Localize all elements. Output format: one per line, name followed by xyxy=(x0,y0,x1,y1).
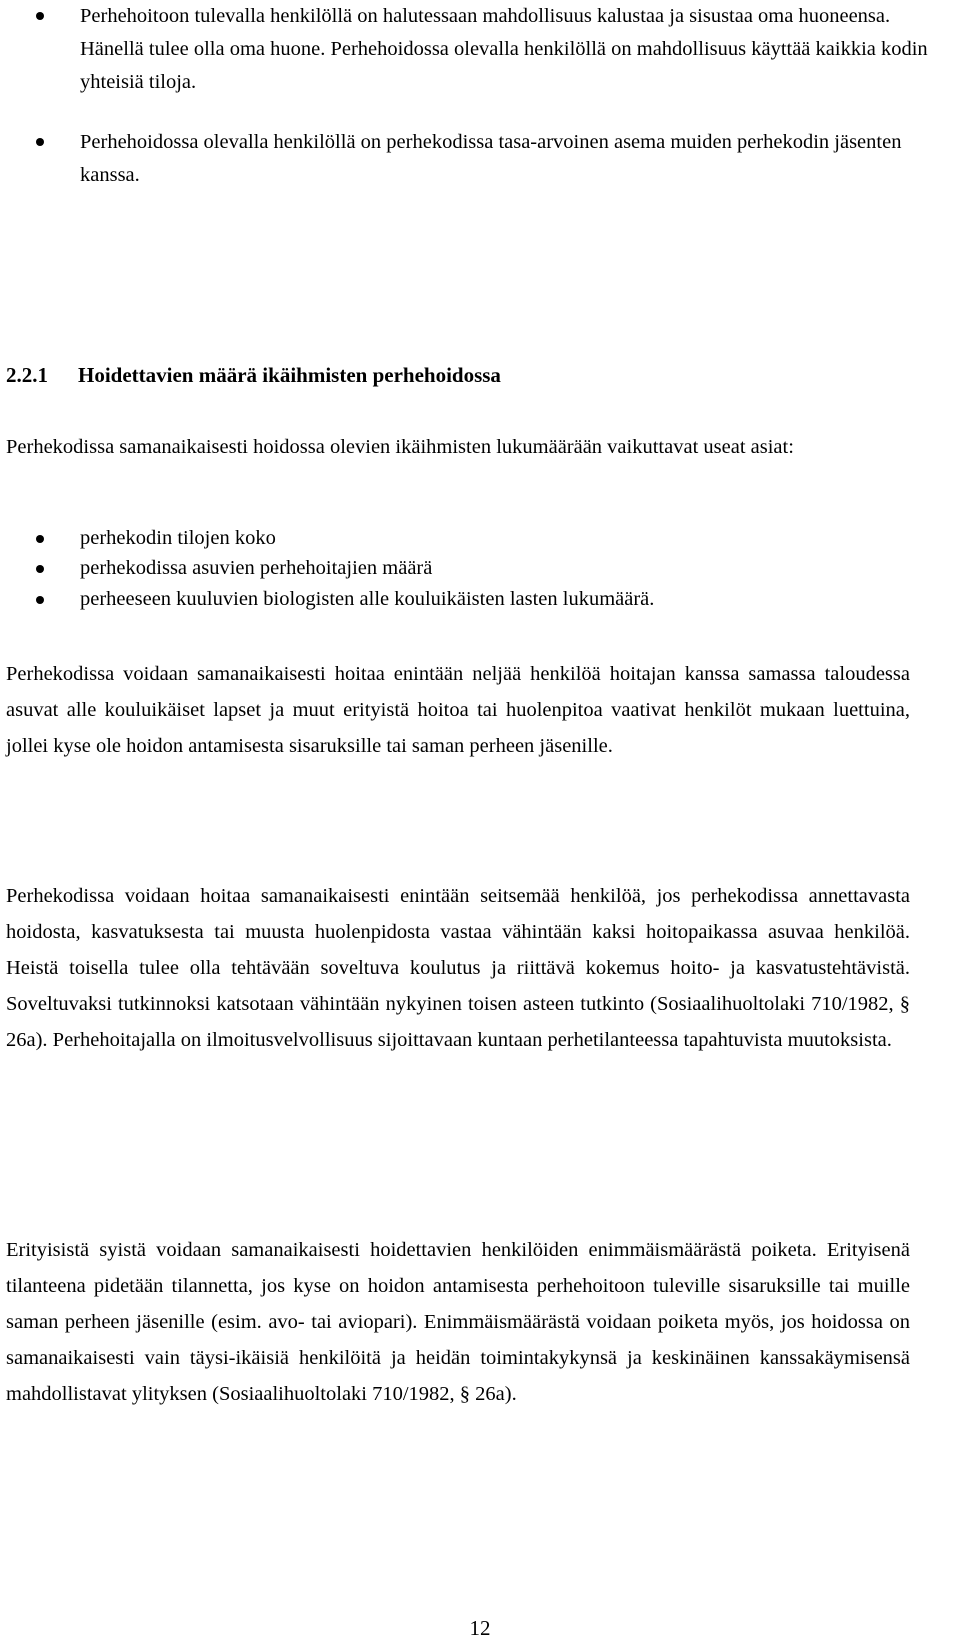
section-title: Hoidettavien määrä ikäihmisten perhehoidossa xyxy=(78,363,501,387)
page-number: 12 xyxy=(469,1616,491,1640)
list-item: perheeseen kuuluvien biologisten alle kouluikäisten lasten lukumäärä. xyxy=(80,588,655,610)
intro-paragraph: Perhekodissa samanaikaisesti hoidossa olevien ikäihmisten lukumäärään vaikuttavat useat asiat: xyxy=(6,436,794,458)
bullet-icon xyxy=(36,565,44,573)
section-heading xyxy=(6,363,501,388)
bullet-icon xyxy=(36,535,44,543)
bullet-icon xyxy=(36,138,44,146)
section-number: 2.2.1 xyxy=(6,363,48,387)
bullet-icon xyxy=(36,12,44,20)
body-paragraph: Perhekodissa voidaan hoitaa samanaikaisesti enintään seitsemää henkilöä, jos perhekodissa annettavasta hoidosta, kasvatuksesta tai muusta huolenpidosta vastaa vähintään kaksi hoitopaikassa asuvaa henkilöä. Heistä toisella tulee olla tehtävään soveltuva koulutus ja riittävä kokemus hoito- ja kasvatustehtävistä. Soveltuvaksi tutkinnoksi katsotaan vähintään nykyinen toisen asteen tutkinto (Sosiaalihuoltolaki 710/1982, § 26a). Perhehoitajalla on ilmoitusvelvollisuus sijoittavaan kuntaan perhetilanteessa tapahtuvista muutoksista. xyxy=(6,885,910,1051)
list-item: Perhehoitoon tulevalla henkilöllä on halutessaan mahdollisuus kalustaa ja sisustaa oma huoneensa. Hänellä tulee olla oma huone. Perhehoidossa olevalla henkilöllä on mahdollisuus käyttää kaikkia kodin yhteisiä tiloja. xyxy=(80,5,928,93)
bullet-icon xyxy=(36,596,44,604)
list-item: Perhehoidossa olevalla henkilöllä on perhekodissa tasa-arvoinen asema muiden perhekodin jäsenten kanssa. xyxy=(80,131,902,186)
list-item: perhekodissa asuvien perhehoitajien määrä xyxy=(80,557,433,579)
list-item: perhekodin tilojen koko xyxy=(80,527,276,549)
body-paragraph: Erityisistä syistä voidaan samanaikaisesti hoidettavien henkilöiden enimmäismäärästä poiketa. Erityisenä tilanteena pidetään tilannetta, jos kyse on hoidon antamisesta perhehoitoon tuleville sisaruksille tai muille saman perheen jäsenille (esim. avo- tai aviopari). Enimmäismäärästä voidaan poiketa myös, jos hoidossa on samanaikaisesti vain täysi-ikäisiä henkilöitä ja heidän toimintakykynsä ja keskinäinen kanssakäymisensä mahdollistavat ylityksen (Sosiaalihuoltolaki 710/1982, § 26a). xyxy=(6,1239,910,1405)
body-paragraph: Perhekodissa voidaan samanaikaisesti hoitaa enintään neljää henkilöä hoitajan kanssa samassa taloudessa asuvat alle kouluikäiset lapset ja muut erityistä hoitoa tai huolenpitoa vaativat henkilöt mukaan luettuina, jollei kyse ole hoidon antamisesta sisaruksille tai saman perheen jäsenille. xyxy=(6,663,910,757)
